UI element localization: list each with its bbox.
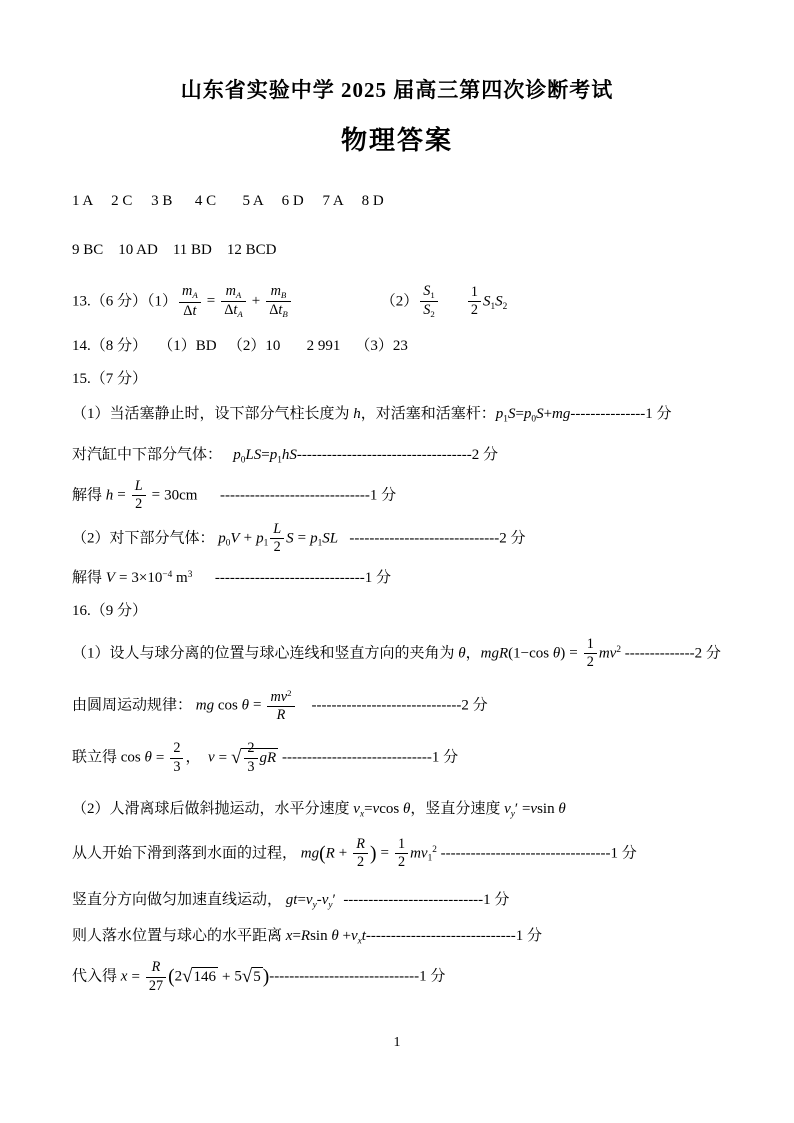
choice-answers-row-2: 9 BC 10 AD 11 BD 12 BCD [72, 242, 277, 259]
q14-answer-line: 14.（8 分） （1）BD （2）10 2 991 （3）23 [72, 337, 408, 354]
q15-step-3: 解得 h = $\frac{L}{2}$ = 30cm ------------------------------1 分 [72, 478, 397, 513]
q15-step-5: 解得 $V = 3\times 10^{-4}$ $m^3$ ------------------------------1 分 [72, 569, 391, 586]
q16-step-7: 则人落水位置与球心的水平距离 x=Rsin $\theta +v_xt------------------------------1$ 分 [72, 928, 543, 947]
q15-step-1: （1）当活塞静止时，设下部分气柱长度为 h，对活塞和活塞杆：$p_1S=p_0S+mg---------------1$ 分 [72, 406, 672, 425]
q15-heading: 15.（7 分） [72, 371, 148, 388]
q16-step-5: 从人开始下滑到落到水面的过程， mg(R + $\frac{R}{2}$ ) = $\frac{1}{2}$ $mv_1^2$ ----------------------------------1 分 [72, 835, 637, 871]
q16-step-1: （1）设人与球分离的位置与球心连线和竖直方向的夹角为 θ，mgR(1−cos θ) = $\frac{1}{2}$ $mv^2$ --------------2 分 [72, 636, 721, 671]
q16-heading: 16.（9 分） [72, 602, 148, 619]
q16-step-4: （2）人滑离球后做斜抛运动，水平分速度 $v_x=vcos$ θ，竖直分速度 $v_y' =vsin$ θ [72, 801, 566, 820]
document-subtitle: 物理答案 [340, 125, 453, 156]
q16-step-2: 由圆周运动规律： mg cos θ = $\frac{mv^2}{R}$ ------------------------------2 分 [72, 687, 488, 723]
q15-step-4: （2）对下部分气体： $p_0V + p_1$ $\frac{L}{2}$ $S = p_1SL$ ------------------------------2 分 [72, 520, 526, 556]
q16-step-3: 联立得 cos θ = $\frac{2}{3}$ ， v = √ $\frac{2}{3}$ gR ------------------------------1 分 [72, 740, 459, 775]
choice-answers-row-1: 1 A 2 C 3 B 4 C 5 A 6 D 7 A 8 D [72, 193, 384, 210]
q16-step-6: 竖直分方向做匀加速直线运动， $gt=v_y-v_y'$ ----------------------------1 分 [72, 891, 510, 910]
q16-step-8: 代入得 x = $\frac{R}{27}$ (2√146 + 5√5 )------------------------------1 分 [72, 959, 446, 994]
page-number: 1 [393, 1035, 401, 1050]
q15-step-2: 对汽缸中下部分气体： $p_0LS=p_1hS-----------------------------------2$ 分 [72, 447, 498, 466]
document-title: 山东省实验中学 2025 届高三第四次诊断考试 [180, 78, 614, 102]
q13-answer-line: 13.（6 分）（1） $\frac{m_A}{\Delta t}$ = $m_A$ $\Delta t_A$ + $m_B$ $\Delta t_B$ （2） $\frac{S_1}{S_2}$ $\frac{1}{2}$ $S_1S_2$ [72, 282, 508, 320]
